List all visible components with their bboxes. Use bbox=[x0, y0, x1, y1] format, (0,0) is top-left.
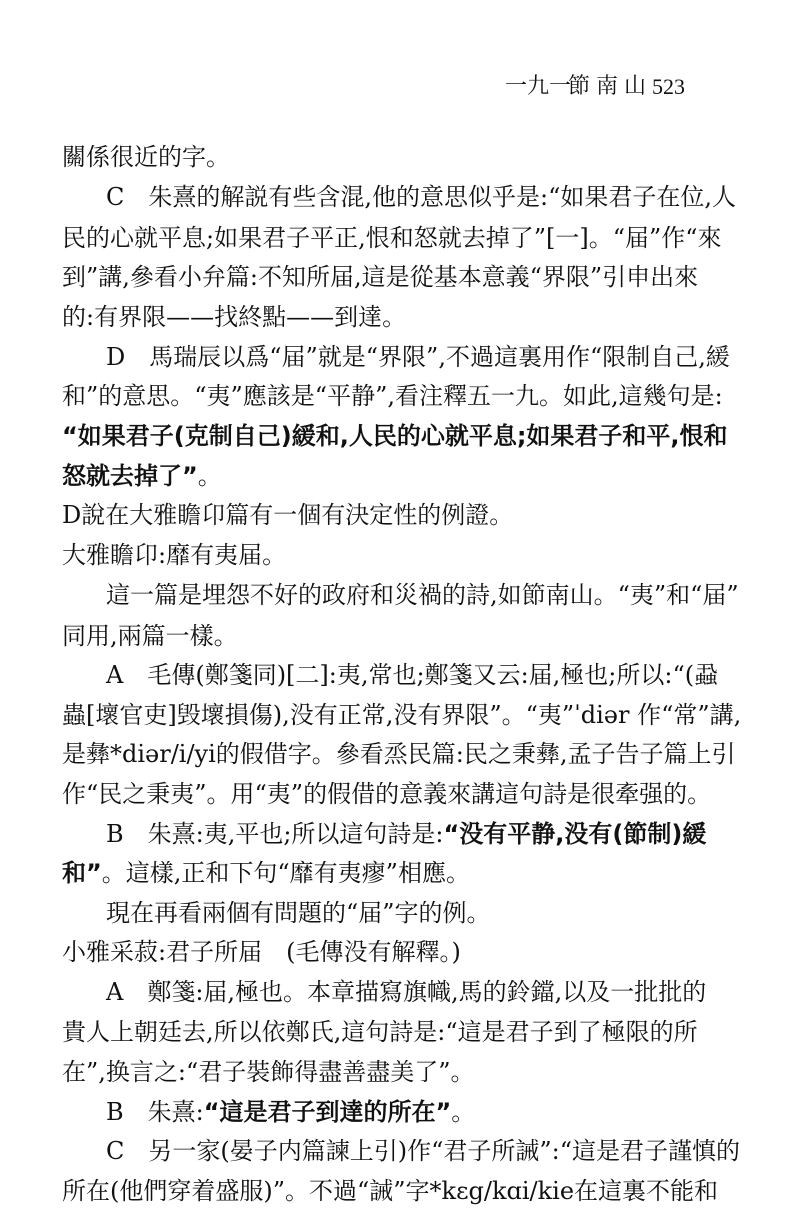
text-line bbox=[62, 257, 700, 297]
text-segment: 是彝*diər/i/yi的假借字。參看烝民篇:民之秉彝,孟子告子篇上引 bbox=[62, 740, 736, 768]
bold-text: “這是君子到達的所在” bbox=[203, 1098, 452, 1126]
text-segment: 小雅采菽:君子所届 (毛傳没有解釋。) bbox=[62, 938, 461, 966]
text-line bbox=[62, 218, 722, 258]
text-line bbox=[106, 575, 739, 615]
text-line bbox=[62, 853, 700, 893]
text-segment: 貴人上朝廷去,所以依鄭氏,這句詩是:“這是君子到了極限的所 bbox=[62, 1018, 698, 1046]
text-line bbox=[62, 932, 700, 972]
text-segment: A 毛傳(鄭箋同)[二]:夷,常也;鄭箋又云:届,極也;所以:“(蝨 bbox=[106, 661, 719, 689]
bold-text: “没有平静,没有(節制)緩 bbox=[443, 820, 707, 848]
text-segment: 同用,兩篇一樣。 bbox=[62, 622, 238, 650]
text-segment: 的:有界限——找終點——到達。 bbox=[62, 303, 407, 331]
text-segment: 這一篇是埋怨不好的政府和災禍的詩,如節南山。“夷”和“届” bbox=[106, 581, 739, 609]
text-segment: C 朱熹的解説有些含混,他的意思似乎是:“如果君子在位,人 bbox=[106, 183, 736, 211]
text-segment: B 朱熹:夷,平也;所以這句詩是: bbox=[106, 820, 444, 848]
page-number: 523 bbox=[652, 74, 685, 99]
text-segment: D說在大雅瞻卬篇有一個有決定性的例證。 bbox=[62, 501, 514, 529]
bold-text: 和” bbox=[62, 859, 102, 887]
text-segment: A 鄭箋:届,極也。本章描寫旗幟,馬的鈴鐺,以及一批批的 bbox=[106, 978, 707, 1006]
text-line bbox=[106, 337, 730, 377]
text-segment: 。這樣,正和下句“靡有夷瘳”相應。 bbox=[101, 859, 470, 887]
text-segment: 在”,换言之:“君子裝飾得盡善盡美了”。 bbox=[62, 1058, 475, 1086]
text-line bbox=[62, 695, 742, 735]
text-segment: C 另一家(晏子内篇諫上引)作“君子所誡”:“這是君子謹慎的 bbox=[106, 1137, 740, 1165]
text-line bbox=[106, 1092, 700, 1132]
text-segment: D 馬瑞辰以爲“届”就是“界限”,不過這裏用作“限制自己,緩 bbox=[106, 343, 730, 371]
text-line bbox=[62, 774, 712, 814]
text-segment: 大雅瞻卬:靡有夷届。 bbox=[62, 541, 287, 569]
text-line bbox=[62, 1171, 719, 1211]
running-header bbox=[0, 72, 800, 102]
text-line bbox=[106, 814, 707, 854]
text-line bbox=[62, 137, 700, 177]
text-line bbox=[106, 655, 719, 695]
text-line bbox=[106, 893, 700, 933]
text-line bbox=[106, 177, 736, 217]
text-segment: 和”的意思。“夷”應該是“平静”,看注釋五一九。如此,這幾句是: bbox=[62, 382, 723, 410]
text-line bbox=[106, 972, 707, 1012]
text-line bbox=[62, 1052, 700, 1092]
text-segment: 現在再看兩個有問題的“届”字的例。 bbox=[106, 899, 491, 927]
text-line bbox=[62, 416, 728, 456]
text-segment: 到”講,參看小弁篇:不知所届,這是從基本意義“界限”引申出來 bbox=[62, 263, 699, 291]
text-line bbox=[62, 616, 700, 656]
text-line bbox=[62, 376, 723, 416]
text-segment: 。 bbox=[197, 462, 222, 490]
bold-text: “如果君子(克制自己)緩和,人民的心就平息;如果君子和平,恨和 bbox=[62, 422, 728, 450]
chapter-title: 節南山 bbox=[568, 74, 653, 99]
text-segment: 關係很近的字。 bbox=[62, 143, 230, 171]
text-line bbox=[62, 495, 700, 535]
bold-text: 怒就去掉了” bbox=[62, 462, 198, 490]
text-line bbox=[62, 535, 700, 575]
text-segment: 蟲[壞官吏]毁壞損傷),没有正常,没有界限”。“夷”ˈdiər 作“常”講, bbox=[62, 701, 742, 729]
text-segment: 作“民之秉夷”。用“夷”的假借的意義來講這句詩是很牽强的。 bbox=[62, 780, 712, 808]
text-line bbox=[62, 456, 700, 496]
text-line bbox=[62, 1012, 700, 1052]
text-segment: 民的心就平息;如果君子平正,恨和怒就去掉了”[一]。“届”作“來 bbox=[62, 224, 722, 252]
text-line bbox=[106, 1131, 740, 1171]
text-segment: 所在(他們穿着盛服)”。不過“誡”字*kɛg/kɑi/kie在這裏不能和 bbox=[62, 1177, 719, 1205]
text-line bbox=[62, 734, 736, 774]
text-line bbox=[62, 297, 700, 337]
section-number: 一九一 bbox=[505, 74, 572, 99]
text-segment: 。 bbox=[451, 1098, 476, 1126]
text-segment: B 朱熹: bbox=[106, 1098, 204, 1126]
